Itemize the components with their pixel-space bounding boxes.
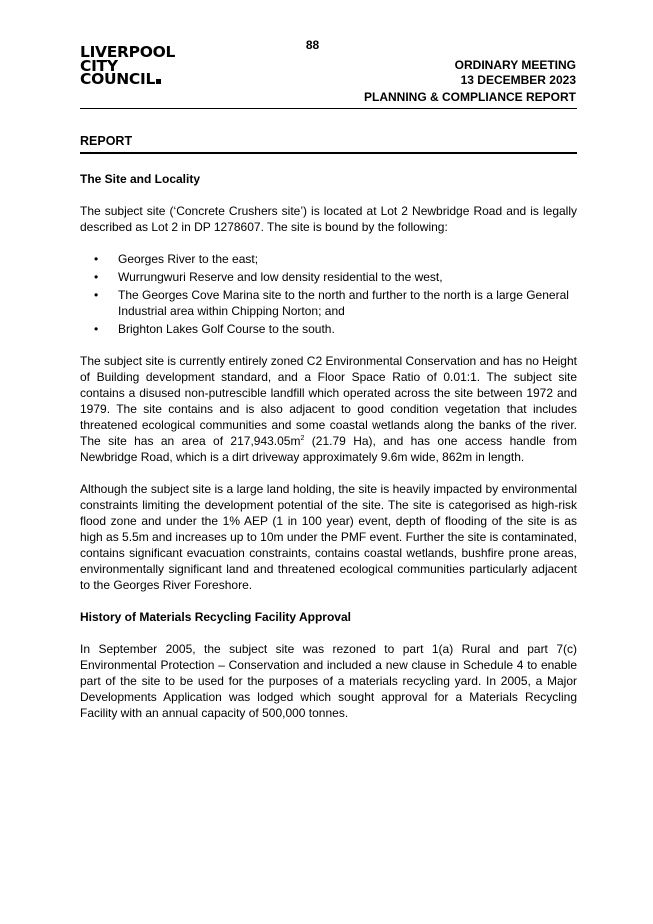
report-type: PLANNING & COMPLIANCE REPORT	[363, 90, 576, 104]
site-zoning-paragraph	[80, 353, 577, 465]
zoning-text-end: (21.79 Ha), and has one access handle from Newbridge Road, which is a dirt driveway approximately 9.6m wide, 862m in length.	[80, 434, 577, 464]
logo-line-1: LIVERPOOL	[80, 43, 176, 61]
list-item-text: Wurrungwuri Reserve and low density residential to the west,	[118, 270, 443, 284]
meeting-date: 13 DECEMBER 2023	[460, 73, 576, 87]
logo-line-3-text: COUNCIL	[80, 70, 156, 88]
council-logo	[80, 43, 176, 88]
history-paragraph: In September 2005, the subject site was rezoned to part 1(a) Rural and part 7(c) Environmental Protection – Conservation and included a new clause in Schedule 4 to enable part of the site to be used for the purposes of a materials recycling yard. In 2005, a Major Developments Application was lodged which sought approval for a Materials Recycling Facility with an annual capacity of 500,000 tonnes.	[80, 642, 577, 720]
list-item	[80, 321, 577, 337]
logo-line-2: CITY	[80, 56, 118, 75]
page-number: 88	[305, 38, 320, 52]
site-heading: The Site and Locality	[80, 172, 201, 186]
logo-line-3	[80, 70, 175, 88]
history-heading: History of Materials Recycling Facility Approval	[80, 610, 351, 624]
area-unit-superscript: 2	[300, 435, 305, 442]
section-divider	[80, 152, 577, 154]
meeting-info	[455, 58, 576, 88]
list-item	[80, 287, 577, 319]
report-body	[80, 171, 577, 737]
site-constraints-paragraph: Although the subject site is a large land holding, the site is heavily impacted by environmental constraints limiting the development potential of the site. The site is categorised as high-risk flood zone and under the 1% AEP (1 in 100 year) event, depth of flooding of the site is as high as 5.5m and increases up to 10m under the PMF event. Further the site is contaminated, contains significant evacuation constraints, contains coastal wetlands, bushfire prone areas, environmentally significant land and threatened ecological communities particularly adjacent to the Georges River Foreshore.	[80, 482, 577, 592]
logo-dot-icon	[156, 79, 161, 84]
list-item	[80, 269, 577, 285]
bullet-icon: •	[94, 288, 99, 302]
list-item-text: Brighton Lakes Golf Course to the south.	[118, 322, 335, 336]
list-item-text: Georges River to the east;	[118, 252, 259, 266]
list-item-text: The Georges Cove Marina site to the north and further to the north is a large General Industrial area within Chipping Norton; and	[118, 288, 569, 318]
meeting-type: ORDINARY MEETING	[454, 58, 576, 72]
list-item	[80, 251, 577, 267]
section-title: REPORT	[80, 134, 133, 148]
zoning-text-start: The subject site is currently entirely zoned C2 Environmental Conservation and has no Height of Building development standard, and a Floor Space Ratio of 0.01:1. The subject site contains a disused non-putrescible landfill which operated across the site between 1972 and 1979. The site contains and is also adjacent to good condition vegetation that includes threatened ecological communities and some coastal wetlands along the banks of the river. The site has an area of 217,943.05m	[80, 354, 577, 448]
bullet-icon: •	[94, 270, 99, 284]
bullet-icon: •	[94, 322, 99, 336]
site-intro-paragraph: The subject site (‘Concrete Crushers site’) is located at Lot 2 Newbridge Road and is legally described as Lot 2 in DP 1278607. The site is bound by the following:	[80, 204, 577, 234]
bullet-icon: •	[94, 252, 99, 266]
header-divider	[80, 108, 577, 109]
site-bounds-list	[80, 251, 577, 337]
